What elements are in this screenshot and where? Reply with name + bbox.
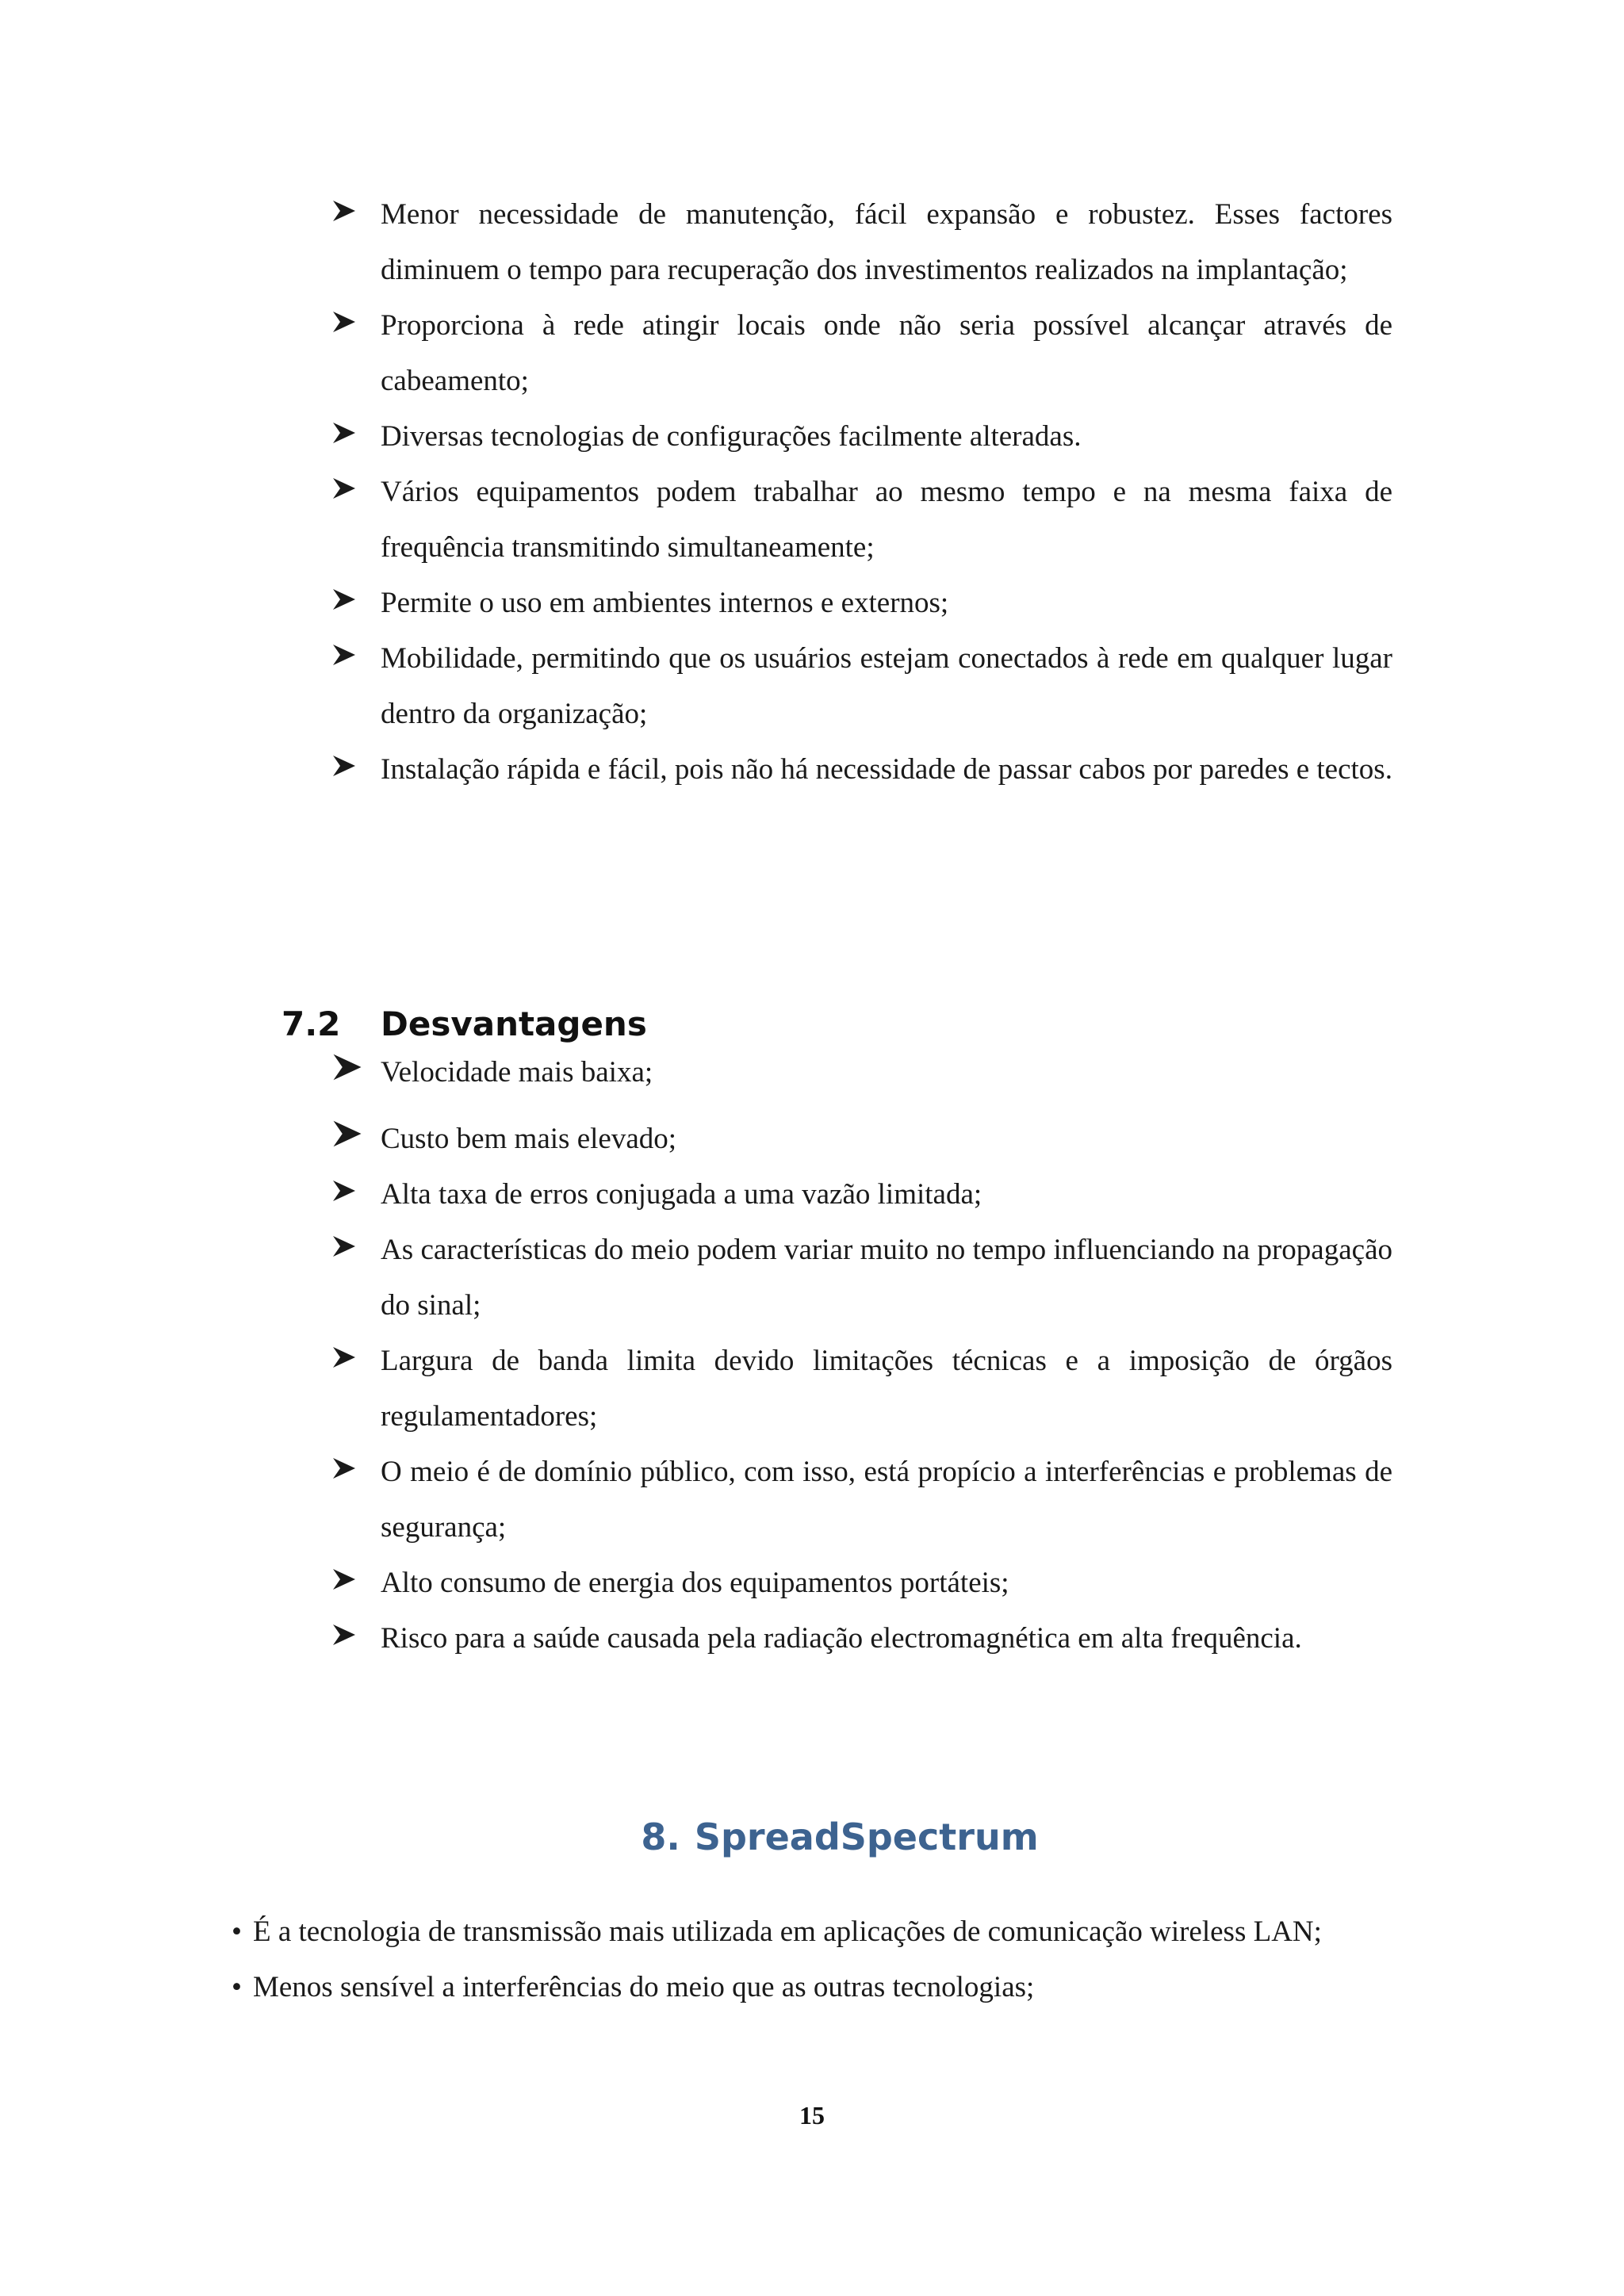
bullet-dot-icon: • xyxy=(232,1971,242,2003)
arrowhead-bullet-icon xyxy=(331,1345,357,1370)
list-item xyxy=(331,1167,1392,1223)
arrowhead-bullet-icon xyxy=(331,642,357,668)
list-item xyxy=(331,1334,1392,1445)
page-number: 15 xyxy=(799,2101,825,2130)
arrowhead-bullet-icon xyxy=(331,753,357,779)
arrowhead-bullet-icon xyxy=(331,1118,363,1150)
list-item-text: É a tecnologia de transmissão mais utilizada em aplicações de comunicação wireless LAN; xyxy=(252,1915,1322,1948)
arrowhead-bullet-icon xyxy=(331,1622,357,1647)
list-item-text: Permite o uso em ambientes internos e externos; xyxy=(381,587,949,619)
list-item xyxy=(331,1445,1392,1556)
list-item-text: Diversas tecnologias de configurações facilmente alteradas. xyxy=(381,420,1082,453)
arrowhead-bullet-icon xyxy=(331,1567,357,1592)
arrowhead-bullet-icon xyxy=(331,420,357,446)
list-item xyxy=(331,576,1392,631)
list-item xyxy=(331,1611,1392,1667)
list-item-text: Alta taxa de erros conjugada a uma vazão limitada; xyxy=(381,1178,982,1211)
list-item-text: As características do meio podem variar muito no tempo influenciando na propagação do sinal; xyxy=(381,1234,1392,1322)
list-item-text: Largura de banda limita devido limitações técnicas e a imposição de órgãos regulamentadores; xyxy=(381,1345,1392,1433)
arrowhead-bullet-icon xyxy=(331,587,357,612)
chapter-number: 8. xyxy=(641,1816,680,1858)
list-item xyxy=(331,298,1392,409)
chapter-heading xyxy=(0,1809,1624,1865)
section-title: Desvantagens xyxy=(381,1004,647,1043)
list-item xyxy=(331,1112,1392,1167)
list-item xyxy=(232,1960,1392,2015)
list-item-text: Alto consumo de energia dos equipamentos portáteis; xyxy=(381,1567,1009,1599)
list-item-text: Menos sensível a interferências do meio que as outras tecnologias; xyxy=(252,1971,1035,2003)
list-item xyxy=(331,631,1392,742)
arrowhead-bullet-icon xyxy=(331,198,357,224)
list-item-text: O meio é de domínio público, com isso, está propício a interferências e problemas de segurança; xyxy=(381,1456,1392,1544)
list-item-text: Velocidade mais baixa; xyxy=(381,1056,653,1089)
section-heading xyxy=(282,1001,647,1048)
list-item xyxy=(331,1556,1392,1611)
list-item-text: Mobilidade, permitindo que os usuários estejam conectados à rede em qualquer lugar dentro da organização; xyxy=(381,642,1392,730)
list-item-text: Menor necessidade de manutenção, fácil expansão e robustez. Esses factores diminuem o tempo para recuperação dos investimentos realizados na implantação; xyxy=(381,198,1392,286)
list-item xyxy=(331,465,1392,576)
list-item xyxy=(232,1904,1392,1960)
chapter-title: SpreadSpectrum xyxy=(694,1816,1039,1858)
list-item xyxy=(331,742,1392,798)
arrowhead-bullet-icon xyxy=(331,309,357,335)
list-item xyxy=(331,1045,1392,1100)
list-item-text: Risco para a saúde causada pela radiação electromagnética em alta frequência. xyxy=(381,1622,1302,1655)
arrowhead-bullet-icon xyxy=(331,1178,357,1203)
list-item-text: Vários equipamentos podem trabalhar ao mesmo tempo e na mesma faixa de frequência transmitindo simultaneamente; xyxy=(381,476,1392,564)
arrowhead-bullet-icon xyxy=(331,1051,363,1083)
advantages-list xyxy=(331,187,1392,798)
list-item xyxy=(331,409,1392,465)
bullet-dot-icon: • xyxy=(232,1915,242,1948)
spread-spectrum-points xyxy=(232,1904,1392,2015)
section-number: 7.2 xyxy=(282,1004,341,1043)
arrowhead-bullet-icon xyxy=(331,476,357,501)
list-item-text: Instalação rápida e fácil, pois não há necessidade de passar cabos por paredes e tectos. xyxy=(381,753,1392,786)
list-item xyxy=(331,187,1392,298)
list-item xyxy=(331,1223,1392,1334)
arrowhead-bullet-icon xyxy=(331,1456,357,1481)
arrowhead-bullet-icon xyxy=(331,1234,357,1259)
list-item-text: Custo bem mais elevado; xyxy=(381,1123,677,1155)
disadvantages-list xyxy=(331,1045,1392,1667)
list-item-text: Proporciona à rede atingir locais onde não seria possível alcançar através de cabeamento; xyxy=(381,309,1392,397)
